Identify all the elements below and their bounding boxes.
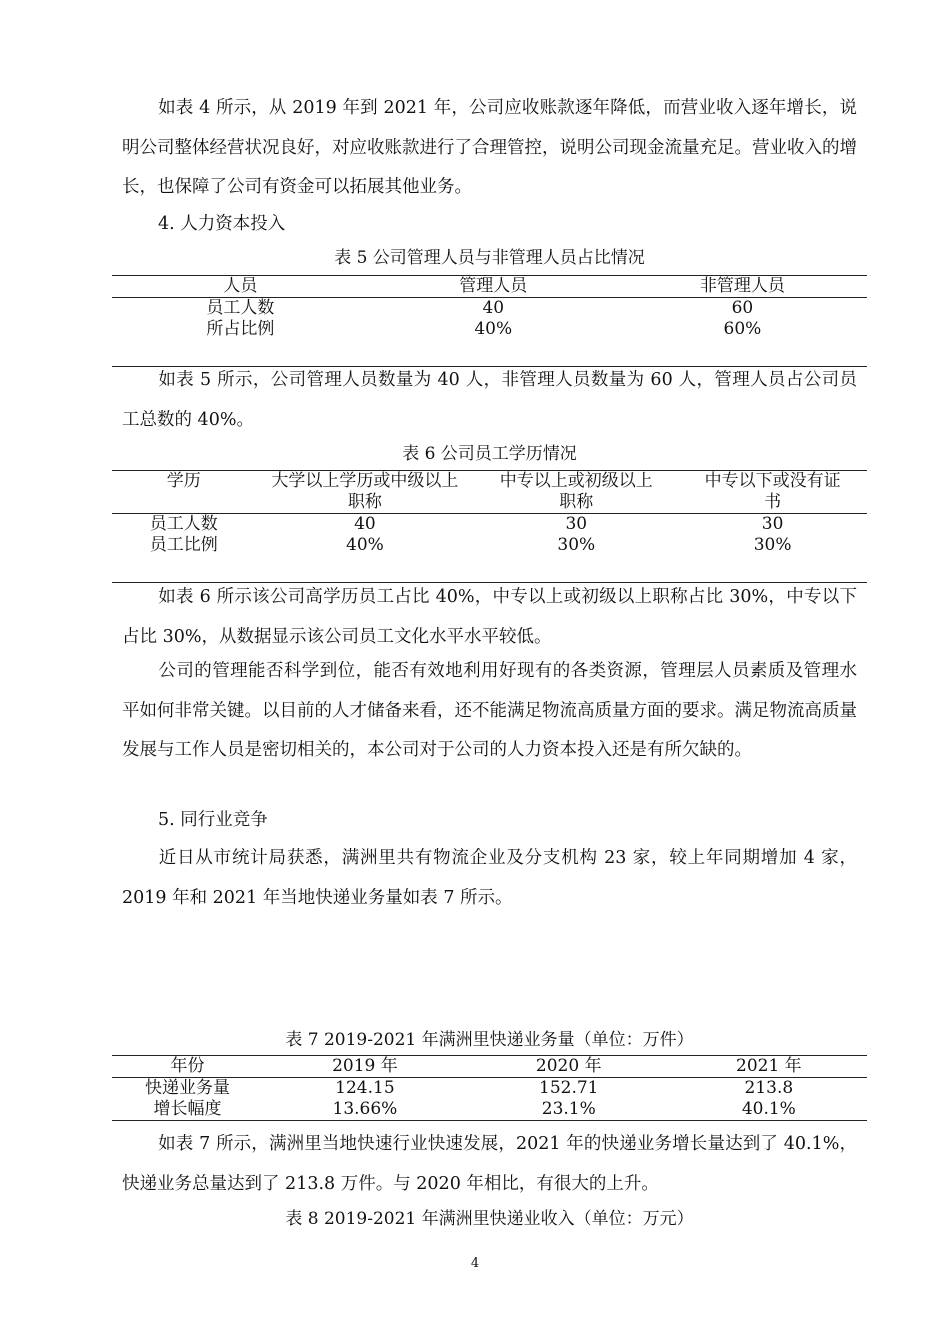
table-row — [112, 1099, 867, 1121]
table-cell: 快递业务量 — [112, 1078, 263, 1100]
paragraph-receivables — [122, 89, 857, 208]
table-cell: 30 — [474, 514, 678, 536]
table-cell: 员工人数 — [112, 298, 369, 320]
table-cell: 40 — [255, 514, 474, 536]
table-cell: 员工比例 — [149, 535, 218, 555]
page-number: 4 — [470, 1256, 480, 1271]
table-header-cell: 中专以下或没有证书 — [678, 471, 867, 514]
table-cell: 152.71 — [467, 1078, 671, 1100]
section-heading-human-capital: 4. 人力资本投入 — [158, 214, 286, 234]
table-cell: 员工人数 — [112, 514, 255, 536]
paragraph-management — [122, 652, 857, 771]
table-header-cell: 管理人员 — [369, 276, 618, 298]
table-cell: 增长幅度 — [112, 1099, 263, 1121]
table-row — [112, 1078, 867, 1100]
paragraph-management-text: 公司的管理能否科学到位，能否有效地利用好现有的各类资源，管理层人员素质及管理水平如何非常关键。以目前的人才储备来看，还不能满足物流高质量方面的要求。满足物流高质量发展与工作人员是密切相关的，本公司对于公司的人力资本投入还是有所欠缺的。 — [122, 661, 857, 760]
table-row — [112, 514, 867, 536]
table-cell: 213.8 — [671, 1078, 867, 1100]
section-heading-competition: 5. 同行业竞争 — [158, 810, 268, 830]
paragraph-table7-analysis-text: 如表 7 所示，满洲里当地快速行业快速发展，2021 年的快递业务增长量达到了 40.1%，快递业务总量达到了 213.8 万件。与 2020 年相比，有很大的上升。 — [122, 1134, 857, 1194]
paragraph-table7-analysis — [122, 1125, 857, 1204]
table5 — [112, 275, 867, 367]
table-row — [112, 298, 867, 320]
table-header-row — [112, 1056, 867, 1078]
table-header-cell: 中专以上或初级以上职称 — [474, 471, 678, 514]
table-cell: 13.66% — [263, 1099, 467, 1121]
paragraph-logistics-stats-text: 近日从市统计局获悉，满洲里共有物流企业及分支机构 23 家，较上年同期增加 4 家，2019 年和 2021 年当地快递业务量如表 7 所示。 — [122, 848, 857, 908]
table-header-cell: 2021 年 — [671, 1056, 867, 1078]
table-header-cell: 2019 年 — [263, 1056, 467, 1078]
table-cell: 60% — [723, 319, 762, 339]
table-header-cell: 2020 年 — [467, 1056, 671, 1078]
table-cell: 40.1% — [671, 1099, 867, 1121]
table-header-cell: 人员 — [112, 276, 369, 298]
table-cell: 40 — [369, 298, 618, 320]
table6 — [112, 470, 867, 583]
table-cell: 所占比例 — [206, 319, 275, 339]
table-header-cell: 学历 — [112, 471, 255, 514]
paragraph-receivables-text: 如表 4 所示，从 2019 年到 2021 年，公司应收账款逐年降低，而营业收入逐年增长，说明公司整体经营状况良好，对应收账款进行了合理管控，说明公司现金流量充足。营业收入的增长，也保障了公司有资金可以拓展其他业务。 — [122, 98, 857, 197]
table-header-row — [112, 276, 867, 298]
table-row — [112, 535, 867, 556]
paragraph-table5-analysis-text: 如表 5 所示，公司管理人员数量为 40 人，非管理人员数量为 60 人，管理人员占公司员工总数的 40%。 — [122, 370, 857, 430]
table7-caption: 表 7 2019-2021 年满洲里快递业务量（单位：万件） — [285, 1030, 694, 1050]
table-header-cell: 非管理人员 — [618, 276, 867, 298]
table8-caption: 表 8 2019-2021 年满洲里快递业收入（单位：万元） — [285, 1209, 694, 1229]
table-cell: 60 — [618, 298, 867, 320]
paragraph-logistics-stats — [122, 839, 857, 918]
table-cell: 40% — [346, 535, 384, 555]
table7 — [112, 1055, 867, 1121]
table6-caption: 表 6 公司员工学历情况 — [402, 444, 577, 464]
table-cell: 124.15 — [263, 1078, 467, 1100]
table-row — [112, 319, 867, 340]
table-header-cell: 大学以上学历或中级以上职称 — [255, 471, 474, 514]
table-cell: 30 — [678, 514, 867, 536]
table-cell: 40% — [474, 319, 513, 339]
table-header-cell: 年份 — [112, 1056, 263, 1078]
table-cell: 23.1% — [467, 1099, 671, 1121]
paragraph-table6-analysis — [122, 578, 857, 657]
paragraph-table6-analysis-text: 如表 6 所示该公司高学历员工占比 40%，中专以上或初级以上职称占比 30%，中专以下占比 30%，从数据显示该公司员工文化水平水平较低。 — [122, 587, 857, 647]
table-cell: 30% — [753, 535, 792, 555]
table5-caption: 表 5 公司管理人员与非管理人员占比情况 — [334, 248, 645, 268]
table-cell: 30% — [557, 535, 596, 555]
paragraph-table5-analysis — [122, 361, 857, 440]
table-header-row — [112, 471, 867, 514]
